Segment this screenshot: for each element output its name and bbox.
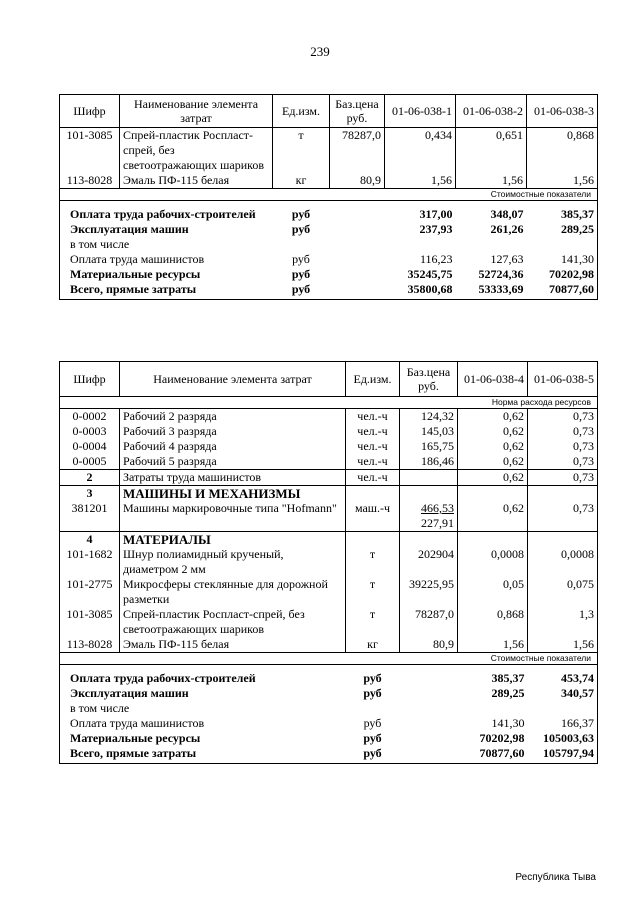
section-caption: Стоимостные показатели <box>60 189 598 201</box>
base-price: 202904 <box>400 547 458 577</box>
summary-value-col-2: 53333,69 <box>456 282 527 300</box>
norm-value-col-5: 0,73 <box>528 470 598 486</box>
resource-code: 101-2775 <box>60 577 120 607</box>
section-number: 3 <box>60 486 120 502</box>
summary-value-col-3: 289,25 <box>527 222 598 237</box>
resource-unit: чел.-ч <box>346 454 400 470</box>
section-title: МАТЕРИАЛЫ <box>120 532 346 548</box>
page-number: 239 <box>310 44 330 59</box>
resource-code: 381201 <box>60 501 120 532</box>
resource-name: Спрей-пластик Роспласт-спрей, без светоотражающих шариков <box>120 607 346 637</box>
summary-unit: руб <box>363 671 382 685</box>
norm-value-col-2: 1,56 <box>456 173 527 189</box>
table-row <box>60 547 598 577</box>
table-1-body <box>60 95 598 300</box>
summary-value-col-3 <box>527 237 598 252</box>
header-col-1: 01-06-038-1 <box>385 95 456 128</box>
summary-unit: руб <box>291 267 311 281</box>
base-price <box>400 470 458 486</box>
summary-value-col-2: 52724,36 <box>478 267 524 281</box>
summary-value-col-4: 70877,60 <box>458 746 528 764</box>
section-caption: Стоимостные показатели <box>60 653 598 665</box>
base-price: 78287,0 <box>400 607 458 637</box>
norm-value-col-4: 0,62 <box>458 454 528 470</box>
base-price: 39225,95 <box>400 577 458 607</box>
summary-label: Эксплуатация машин <box>60 686 346 701</box>
summary-row <box>60 731 598 746</box>
empty-cell <box>528 486 598 502</box>
summary-row <box>60 252 598 267</box>
summary-empty <box>400 731 458 746</box>
summary-empty <box>400 716 458 731</box>
norm-value-col-4: 0,62 <box>458 439 528 454</box>
empty-cell <box>528 532 598 548</box>
header-col-5: 01-06-038-5 <box>528 362 598 397</box>
norm-value-col-2: 0,651 <box>456 128 527 174</box>
resource-unit: чел.-ч <box>346 439 400 454</box>
summary-row <box>60 665 598 687</box>
base-price: 124,32 <box>400 409 458 425</box>
table-2-body <box>60 362 598 764</box>
summary-value-col-1: 35245,75 <box>407 267 453 281</box>
summary-value-col-2: 348,07 <box>490 207 524 221</box>
summary-row <box>60 282 598 300</box>
caption-row <box>60 653 598 665</box>
resource-code: 101-3085 <box>60 128 120 174</box>
table-row <box>60 577 598 607</box>
caption-row <box>60 189 598 201</box>
summary-label: Материальные ресурсы <box>60 731 346 746</box>
table-row <box>60 424 598 439</box>
summary-unit <box>346 701 400 716</box>
header-name: Наименование элемента затрат <box>120 95 273 128</box>
base-price: 80,9 <box>330 173 385 189</box>
summary-label: в том числе <box>60 237 273 252</box>
summary-row <box>60 237 598 252</box>
resource-unit: т <box>346 577 400 607</box>
table-row <box>60 173 598 189</box>
summary-row <box>60 201 598 223</box>
resource-unit: кг <box>346 637 400 653</box>
summary-value-col-4: 70202,98 <box>479 731 525 745</box>
summary-value-col-5: 105797,94 <box>528 746 598 764</box>
caption-row <box>60 397 598 409</box>
table-row <box>60 637 598 653</box>
summary-row <box>60 267 598 282</box>
resource-name: Микросферы стеклянные для дорожной разметки <box>120 577 346 607</box>
summary-value-col-5: 105003,63 <box>528 731 598 746</box>
norm-value-col-5: 0,0008 <box>528 547 598 577</box>
section-header-row <box>60 532 598 548</box>
summary-row <box>60 746 598 764</box>
norm-value-col-5: 1,56 <box>528 637 598 653</box>
summary-row <box>60 686 598 701</box>
table-row <box>60 470 598 486</box>
empty-cell <box>400 486 458 502</box>
summary-value-col-5: 166,37 <box>528 716 598 731</box>
base-price: 145,03 <box>400 424 458 439</box>
resource-name: Машины маркировочные типа "Hofmann" <box>120 501 346 532</box>
resource-code: 101-3085 <box>60 607 120 637</box>
norm-value-col-5: 0,73 <box>528 454 598 470</box>
summary-value-col-1: 237,93 <box>419 222 453 236</box>
summary-label: Оплата труда рабочих-строителей <box>60 665 346 687</box>
summary-unit: руб <box>363 716 382 730</box>
resource-name: Рабочий 2 разряда <box>120 409 346 425</box>
summary-value-col-3: 70877,60 <box>527 282 598 300</box>
resource-unit: маш.-ч <box>346 501 400 532</box>
norm-value-col-3: 0,868 <box>527 128 598 174</box>
summary-label: Материальные ресурсы <box>60 267 273 282</box>
resource-unit: чел.-ч <box>346 424 400 439</box>
header-unit: Ед.изм. <box>346 362 400 397</box>
resource-name: Эмаль ПФ-115 белая <box>120 637 346 653</box>
empty-cell <box>458 486 528 502</box>
header-name: Наименование элемента затрат <box>120 362 346 397</box>
header-unit: Ед.изм. <box>273 95 330 128</box>
resource-code: 113-8028 <box>60 637 120 653</box>
summary-value-col-1: 116,23 <box>419 252 453 266</box>
norm-value-col-4: 0,0008 <box>458 547 528 577</box>
summary-unit: руб <box>292 252 310 266</box>
summary-empty <box>330 252 385 267</box>
summary-value-col-4: 385,37 <box>491 671 525 685</box>
norm-value-col-1: 1,56 <box>385 173 456 189</box>
summary-empty <box>400 701 458 716</box>
summary-empty <box>330 237 385 252</box>
table-row <box>60 454 598 470</box>
summary-unit: руб <box>273 282 330 300</box>
header-code: Шифр <box>60 95 120 128</box>
norm-value-col-4: 0,62 <box>458 470 528 486</box>
resource-name: Рабочий 4 разряда <box>120 439 346 454</box>
resource-name: Спрей-пластик Роспласт-спрей, без светоотражающих шариков <box>120 128 273 174</box>
table-row <box>60 409 598 425</box>
norm-value-col-4: 0,62 <box>458 424 528 439</box>
summary-value-col-5: 340,57 <box>528 686 598 701</box>
resource-unit: т <box>273 128 330 174</box>
norm-value-col-3: 1,56 <box>527 173 598 189</box>
norm-value-col-5: 0,73 <box>528 501 598 532</box>
resource-code: 0-0004 <box>60 439 120 454</box>
empty-cell <box>458 532 528 548</box>
summary-label: Оплата труда машинистов <box>60 252 273 267</box>
resource-unit: кг <box>273 173 330 189</box>
empty-cell <box>400 532 458 548</box>
norm-value-col-4: 0,62 <box>458 501 528 532</box>
empty-cell <box>346 532 400 548</box>
summary-value-col-3: 385,37 <box>527 201 598 223</box>
norm-caption: Норма расхода ресурсов <box>60 397 598 409</box>
empty-cell <box>346 486 400 502</box>
base-price: 78287,0 <box>330 128 385 174</box>
header-col-3: 01-06-038-3 <box>527 95 598 128</box>
section-number: 4 <box>60 532 120 548</box>
summary-value-col-5: 453,74 <box>528 665 598 687</box>
header-base-price: Баз.цена руб. <box>330 95 385 128</box>
resource-unit: чел.-ч <box>346 470 400 486</box>
norm-value-col-5: 1,3 <box>528 607 598 637</box>
norm-value-col-4: 0,05 <box>458 577 528 607</box>
resource-code: 2 <box>60 470 120 486</box>
resource-unit: чел.-ч <box>346 409 400 425</box>
section-header-row <box>60 486 598 502</box>
header-base-price: Баз.цена руб. <box>400 362 458 397</box>
table-row <box>60 128 598 174</box>
summary-value-col-4: 289,25 <box>491 686 525 700</box>
summary-label: Оплата труда машинистов <box>60 716 346 731</box>
base-price: 186,46 <box>400 454 458 470</box>
base-price-secondary: 227,91 <box>421 516 454 530</box>
footer-region: Республика Тыва <box>515 872 596 883</box>
summary-value-col-3: 141,30 <box>527 252 598 267</box>
norm-value-col-5: 0,075 <box>528 577 598 607</box>
norm-value-col-5: 0,73 <box>528 424 598 439</box>
resource-code: 101-1682 <box>60 547 120 577</box>
summary-row <box>60 716 598 731</box>
norm-value-col-1: 0,434 <box>385 128 456 174</box>
summary-empty <box>330 267 385 282</box>
summary-value-col-2 <box>456 237 527 252</box>
resource-unit: т <box>346 547 400 577</box>
base-price-primary: 466,53 <box>421 501 454 515</box>
norm-value-col-5: 0,73 <box>528 409 598 425</box>
summary-value-col-1: 317,00 <box>419 207 453 221</box>
summary-empty <box>400 665 458 687</box>
summary-value-col-5 <box>528 701 598 716</box>
summary-value-col-1 <box>385 237 456 252</box>
resource-name: Шнур полиамидный крученый, диаметром 2 мм <box>120 547 346 577</box>
resource-name: Эмаль ПФ-115 белая <box>120 173 273 189</box>
resource-table-1 <box>59 94 598 300</box>
norm-value-col-5: 0,73 <box>528 439 598 454</box>
summary-label: Оплата труда рабочих-строителей <box>60 201 273 223</box>
summary-label: Всего, прямые затраты <box>60 746 346 764</box>
resource-code: 113-8028 <box>60 173 120 189</box>
summary-unit <box>273 237 330 252</box>
resource-code: 0-0003 <box>60 424 120 439</box>
summary-row <box>60 701 598 716</box>
header-col-4: 01-06-038-4 <box>458 362 528 397</box>
resource-code: 0-0002 <box>60 409 120 425</box>
resource-table-2 <box>59 361 598 764</box>
section-title: МАШИНЫ И МЕХАНИЗМЫ <box>120 486 346 502</box>
summary-value-col-4: 141,30 <box>491 716 525 730</box>
base-price: 165,75 <box>400 439 458 454</box>
summary-unit: руб <box>291 222 311 236</box>
summary-empty <box>330 222 385 237</box>
table-row <box>60 607 598 637</box>
summary-unit: руб <box>291 207 311 221</box>
summary-row <box>60 222 598 237</box>
summary-value-col-1: 35800,68 <box>385 282 456 300</box>
resource-unit: т <box>346 607 400 637</box>
summary-empty <box>400 686 458 701</box>
summary-label: Всего, прямые затраты <box>60 282 273 300</box>
base-price: 80,9 <box>400 637 458 653</box>
norm-value-col-4: 0,62 <box>458 409 528 425</box>
header-code: Шифр <box>60 362 120 397</box>
summary-value-col-4 <box>458 701 528 716</box>
summary-label: Эксплуатация машин <box>60 222 273 237</box>
norm-value-col-4: 1,56 <box>458 637 528 653</box>
summary-value-col-2: 261,26 <box>490 222 524 236</box>
summary-empty <box>330 201 385 223</box>
header-col-2: 01-06-038-2 <box>456 95 527 128</box>
norm-value-col-4: 0,868 <box>458 607 528 637</box>
summary-label: в том числе <box>60 701 346 716</box>
summary-empty <box>330 282 385 300</box>
summary-unit: руб <box>346 746 400 764</box>
table-row <box>60 501 598 532</box>
base-price <box>400 501 458 532</box>
resource-name: Рабочий 5 разряда <box>120 454 346 470</box>
summary-empty <box>400 746 458 764</box>
table-row <box>60 439 598 454</box>
summary-unit: руб <box>363 686 382 700</box>
resource-name: Затраты труда машинистов <box>120 470 346 486</box>
resource-code: 0-0005 <box>60 454 120 470</box>
summary-value-col-2: 127,63 <box>490 252 524 266</box>
resource-name: Рабочий 3 разряда <box>120 424 346 439</box>
summary-unit: руб <box>363 731 382 745</box>
summary-value-col-3: 70202,98 <box>527 267 598 282</box>
